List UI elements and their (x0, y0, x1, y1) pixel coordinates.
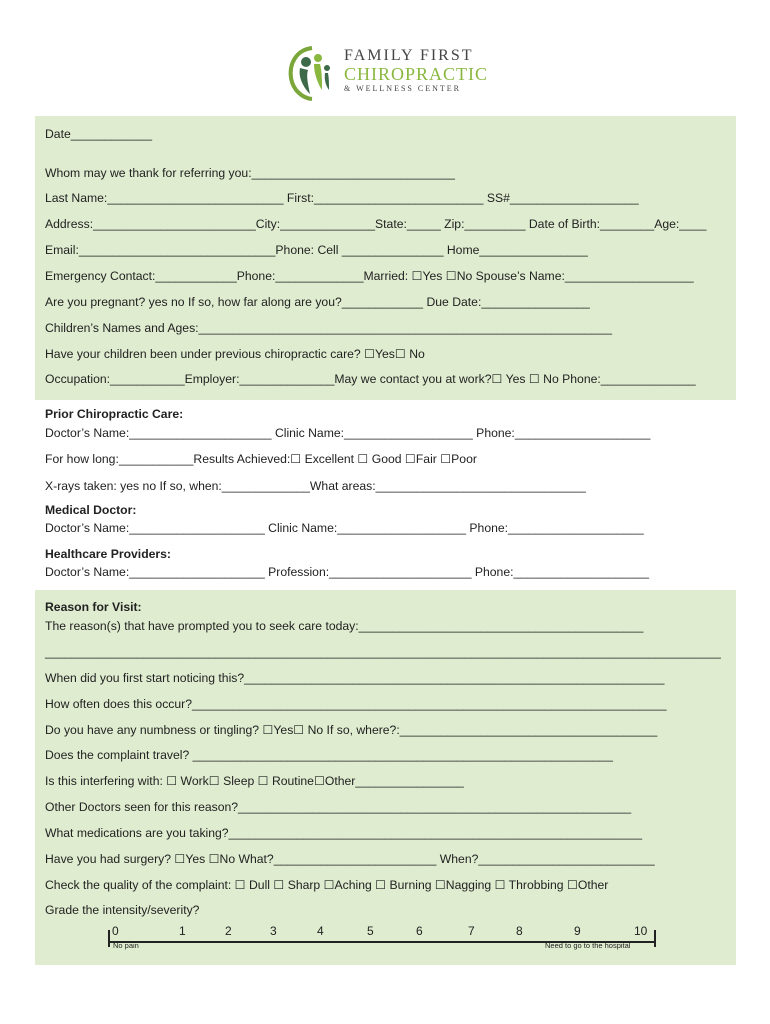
scale-number[interactable]: 8 (516, 924, 523, 938)
travel-row[interactable]: Does the complaint travel? ______________________________________________________________ (45, 748, 613, 762)
logo-line-1: FAMILY FIRST (344, 47, 474, 64)
severity-scale[interactable] (108, 922, 658, 952)
interfering-row[interactable]: Is this interfering with: ☐ Work☐ Sleep ☐ Routine☐Other________________ (45, 774, 464, 788)
children-row[interactable]: Children’s Names and Ages:_____________________________________________________________ (45, 321, 613, 335)
first-notice-row[interactable]: When did you first start noticing this?______________________________________________________________ (45, 671, 665, 685)
providers-heading: Healthcare Providers: (45, 547, 171, 561)
reasons-row[interactable]: The reason(s) that have prompted you to seek care today:__________________________________________ (45, 619, 644, 633)
prior-care-heading: Prior Chiropractic Care: (45, 407, 184, 421)
logo-line-2: CHIROPRACTIC (344, 64, 489, 84)
scale-right-tick (654, 930, 656, 947)
scale-left-tick (108, 930, 110, 947)
scale-number[interactable]: 4 (317, 924, 324, 938)
scale-number[interactable]: 0 (112, 924, 119, 938)
occupation-row[interactable]: Occupation:___________Employer:______________May we contact you at work?☐ Yes ☐ No Phone:______________ (45, 372, 696, 386)
reason-heading: Reason for Visit: (45, 600, 142, 614)
grade-label: Grade the intensity/severity? (45, 903, 200, 917)
prior-doctor-row[interactable]: Doctor’s Name:_____________________ Clinic Name:___________________ Phone:____________________ (45, 426, 651, 440)
other-doctors-row[interactable]: Other Doctors seen for this reason?__________________________________________________________ (45, 800, 632, 814)
medications-row[interactable]: What medications are you taking?_____________________________________________________________ (45, 826, 643, 840)
quality-row[interactable]: Check the quality of the complaint: ☐ Dull ☐ Sharp ☐Aching ☐ Burning ☐Nagging ☐ Throbbing ☐Other (45, 878, 609, 892)
date-field[interactable]: Date____________ (45, 127, 153, 141)
referral-field[interactable]: Whom may we thank for referring you:______________________________ (45, 166, 455, 180)
name-row[interactable]: Last Name:__________________________ First:_________________________ SS#___________________ (45, 191, 639, 205)
reasons-continued-row[interactable]: _______________________________________________________________________________________________________ (45, 645, 721, 659)
how-often-row[interactable]: How often does this occur?______________________________________________________________________ (45, 697, 667, 711)
numbness-row[interactable]: Do you have any numbness or tingling? ☐Yes☐ No If so, where?:______________________________________ (45, 723, 658, 737)
how-long-row[interactable]: For how long:___________Results Achieved:☐ Excellent ☐ Good ☐Fair ☐Poor (45, 452, 477, 466)
family-figures-icon (286, 44, 338, 102)
medical-doctor-heading: Medical Doctor: (45, 503, 137, 517)
patient-info-section (35, 116, 736, 400)
scale-max-label: Need to go to the hospital (545, 941, 631, 950)
scale-number[interactable]: 1 (179, 924, 186, 938)
previous-care-row[interactable]: Have your children been under previous chiropractic care? ☐Yes☐ No (45, 347, 425, 361)
scale-number[interactable]: 9 (574, 924, 581, 938)
scale-min-label: No pain (113, 941, 139, 950)
logo-line-3: & WELLNESS CENTER (344, 84, 461, 93)
scale-number[interactable]: 2 (225, 924, 232, 938)
scale-number[interactable]: 5 (367, 924, 374, 938)
address-row[interactable]: Address:________________________City:______________State:_____ Zip:_________ Date of Birth:________Age:____ (45, 217, 707, 231)
emergency-row[interactable]: Emergency Contact:____________Phone:_____________Married: ☐Yes ☐No Spouse’s Name:___________________ (45, 269, 694, 283)
scale-number[interactable]: 6 (416, 924, 423, 938)
pregnant-row[interactable]: Are you pregnant? yes no If so, how far along are you?____________ Due Date:________________ (45, 295, 590, 309)
email-row[interactable]: Email:_____________________________Phone: Cell _______________ Home________________ (45, 243, 588, 257)
medical-doctor-row[interactable]: Doctor’s Name:____________________ Clinic Name:___________________ Phone:____________________ (45, 521, 644, 535)
prior-care-section (35, 400, 736, 590)
scale-number[interactable]: 7 (468, 924, 475, 938)
scale-number[interactable]: 10 (634, 924, 648, 938)
providers-row[interactable]: Doctor’s Name:____________________ Profession:_____________________ Phone:____________________ (45, 565, 650, 579)
clinic-logo (286, 44, 496, 104)
reason-section (35, 590, 736, 965)
scale-number[interactable]: 3 (270, 924, 277, 938)
surgery-row[interactable]: Have you had surgery? ☐Yes ☐No What?________________________ When?__________________________ (45, 852, 655, 866)
xrays-row[interactable]: X-rays taken: yes no If so, when:_____________What areas:_______________________________ (45, 479, 586, 493)
